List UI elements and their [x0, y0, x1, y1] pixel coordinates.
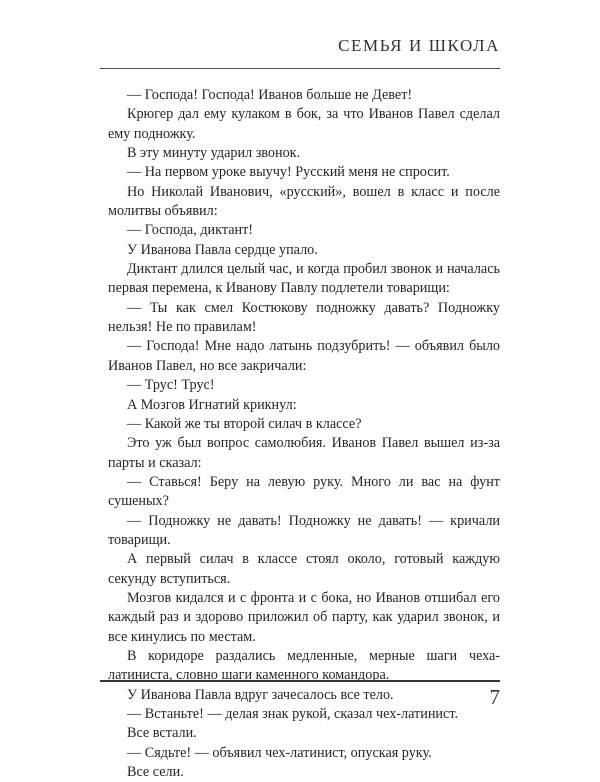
header-rule	[100, 68, 500, 69]
paragraph: Крюгер дал ему кулаком в бок, за что Иванов Павел сделал ему подножку.	[108, 106, 500, 142]
paragraph: А Мозгов Игнатий крикнул:	[127, 396, 297, 413]
paragraph: — Господа, диктант!	[127, 222, 254, 239]
paragraph: — Господа! Господа! Иванов больше не Девет!	[127, 87, 413, 103]
paragraph: А первый силач в классе стоял около, готовый каждую секунду вступиться.	[108, 551, 500, 587]
paragraph: — Какой же ты второй силач в классе?	[127, 415, 362, 432]
paragraph: — Господа! Мне надо латынь подзубрить! — объявил было Иванов Павел, но все закричали:	[108, 338, 500, 374]
footer-rule	[100, 680, 500, 682]
paragraph: — На первом уроке выучу! Русский меня не спросит.	[127, 164, 450, 181]
paragraph: У Иванова Павла сердце упало.	[127, 241, 318, 258]
paragraph: Это уж был вопрос самолюбия. Иванов Павел вышел из-за парты и сказал:	[108, 435, 500, 471]
paragraph: Диктант длился целый час, и когда пробил звонок и началась первая перемена, к Иванову Павлу подлетели товарищи:	[108, 261, 500, 297]
paragraph: У Иванова Павла вдруг зачесалось все тело.	[127, 686, 394, 703]
paragraph: — Сядьте! — объявил чех-латинист, опуская руку.	[127, 744, 432, 761]
body-text	[108, 86, 500, 782]
paragraph: — Ты как смел Костюкову подножку давать? Подножку нельзя! Не по правилам!	[108, 299, 500, 336]
paragraph: — Встаньте! — делая знак рукой, сказал чех-латинист.	[127, 706, 458, 722]
paragraph: Все встали.	[127, 725, 197, 742]
paragraph: — Подножку не давать! Подножку не давать! — кричали товарищи.	[108, 512, 500, 548]
paragraph: Мозгов кидался и с фронта и с бока, но Иванов отшибал его каждый раз и здорово приложил об парту, как ударил звонок, и все кинулись по местам.	[108, 589, 500, 645]
paragraph: — Трус! Трус!	[127, 377, 215, 394]
paragraph: Все сели.	[127, 764, 184, 781]
paragraph: В эту минуту ударил звонок.	[127, 145, 301, 162]
page-number: 7	[489, 685, 500, 709]
paragraph: Но Николай Иванович, «русский», вошел в класс и после молитвы объявил:	[108, 183, 500, 220]
running-head-title: СЕМЬЯ И ШКОЛА	[338, 36, 500, 55]
paragraph: — Ставься! Беру на левую руку. Много ли вас на фунт сушеных?	[108, 473, 500, 510]
paragraph: В коридоре раздались медленные, мерные шаги чеха-латиниста, словно шаги каменного командора.	[108, 647, 500, 684]
